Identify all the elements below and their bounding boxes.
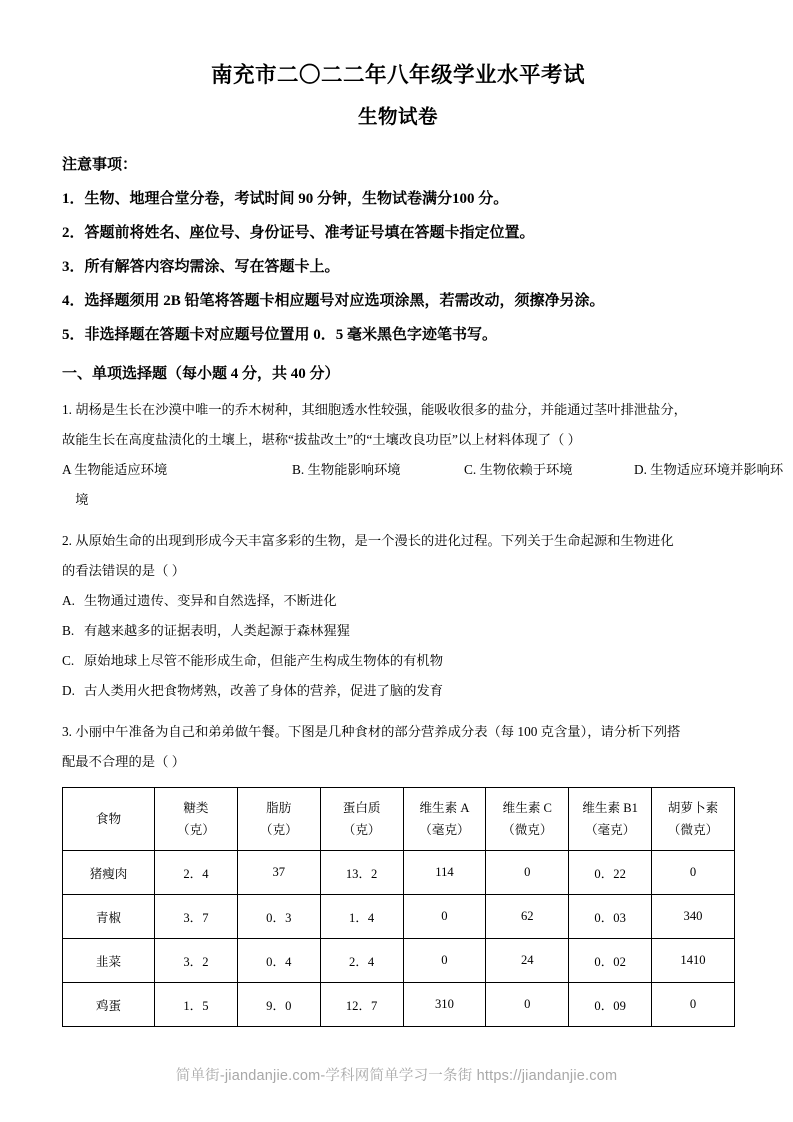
cell-value: 0 [403, 895, 486, 939]
nutrition-table [62, 787, 735, 1027]
column-header-carbohydrate [155, 788, 238, 851]
cell-value: 0．09 [569, 983, 652, 1027]
cell-value: 0．4 [237, 939, 320, 983]
question-2-option-b-letter: B. [62, 623, 75, 639]
nutrition-table-wrapper [62, 787, 734, 1027]
table-row [63, 939, 735, 983]
question-1-option-c[interactable]: C. 生物依赖于环境 [464, 462, 573, 478]
column-header-carbohydrate-unit: （克） [177, 823, 215, 838]
cell-value: 9．0 [237, 983, 320, 1027]
column-header-vitamin-b1-name: 维生素 B1 [582, 801, 638, 816]
cell-value: 114 [403, 851, 486, 895]
table-row [63, 895, 735, 939]
notice-item: 2．答题前将姓名、座位号、身份证号、准考证号填在答题卡指定位置。 [62, 225, 535, 242]
cell-value: 1．4 [320, 895, 403, 939]
question-2-stem-line-1: 2. 从原始生命的出现到形成今天丰富多彩的生物，是一个漫长的进化过程。下列关于生命起源和生物进化 [62, 533, 674, 549]
footer-watermark: 简单街-jiandanjie.com-学科网简单学习一条街 https://jiandanjie.com [175, 1068, 618, 1084]
cell-value: 0 [652, 983, 735, 1027]
question-2-option-a-text: 生物通过遗传、变异和自然选择，不断进化 [84, 593, 337, 609]
question-2-option-d[interactable] [62, 676, 734, 706]
cell-value: 0．3 [237, 895, 320, 939]
question-2-option-c-text: 原始地球上尽管不能形成生命，但能产生构成生物体的有机物 [84, 653, 444, 669]
question-2 [62, 526, 734, 706]
column-header-protein [320, 788, 403, 851]
cell-value: 62 [486, 895, 569, 939]
column-header-fat-unit: （克） [259, 823, 298, 838]
cell-value: 37 [237, 851, 320, 895]
question-2-option-d-text: 古人类用火把食物烤熟，改善了身体的营养，促进了脑的发育 [84, 683, 444, 699]
cell-value: 0．02 [569, 939, 652, 983]
question-2-option-d-letter: D. [62, 683, 75, 699]
question-1-stem-line-1: 1. 胡杨是生长在沙漠中唯一的乔木树种，其细胞透水性较强，能吸收很多的盐分，并能通过茎叶排泄盐分， [62, 402, 687, 418]
notice-item: 1．生物、地理合堂分卷，考试时间 90 分钟，生物试卷满分100 分。 [62, 191, 509, 208]
question-1-stem-line-2: 故能生长在高度盐渍化的土壤上，堪称“拔盐改土”的“土壤改良功臣”以上材料体现了（ ） [62, 432, 581, 448]
cell-food-name: 鸡蛋 [63, 983, 155, 1027]
question-2-option-b-text: 有越来越多的证据表明，人类起源于森林猩猩 [84, 623, 350, 639]
cell-value: 0．22 [569, 851, 652, 895]
notice-item: 4．选择题须用 2B 铅笔将答题卡相应题号对应选项涂黑，若需改动，须擦净另涂。 [62, 293, 605, 310]
cell-value: 3．2 [155, 939, 238, 983]
column-header-fat-name: 脂肪 [266, 801, 292, 816]
question-2-option-c[interactable] [62, 646, 734, 676]
cell-value: 0 [486, 851, 569, 895]
nutrition-table-head [63, 788, 735, 851]
column-header-carotene-unit: （微克） [667, 823, 719, 838]
cell-value: 24 [486, 939, 569, 983]
cell-value: 3．7 [155, 895, 238, 939]
nutrition-table-body [63, 851, 735, 1027]
question-1-continuation-text: 境 [75, 492, 89, 508]
column-header-protein-name: 蛋白质 [342, 801, 381, 816]
question-3-stem-line-1: 3. 小丽中午准备为自己和弟弟做午餐。下图是几种食材的部分营养成分表（每 100 克含量），请分析下列搭 [62, 724, 681, 740]
notice-heading: 注意事项： [62, 157, 138, 174]
question-2-option-c-letter: C. [62, 653, 75, 669]
cell-value: 1．5 [155, 983, 238, 1027]
question-2-option-a[interactable] [62, 586, 734, 616]
column-header-protein-unit: （克） [342, 823, 381, 838]
question-1-option-a[interactable]: A 生物能适应环境 [62, 462, 168, 478]
column-header-vitamin-c-unit: （微克） [502, 823, 553, 838]
column-header-vitamin-a [403, 788, 486, 851]
cell-value: 12．7 [320, 983, 403, 1027]
column-header-vitamin-a-unit: （毫克） [419, 823, 470, 838]
question-1-option-b[interactable]: B. 生物能影响环境 [292, 462, 401, 478]
column-header-carotene-name: 胡萝卜素 [667, 801, 719, 816]
page-subtitle: 生物试卷 [357, 106, 438, 128]
cell-food-name: 韭菜 [63, 939, 155, 983]
cell-food-name: 青椒 [63, 895, 155, 939]
cell-value: 0 [652, 851, 735, 895]
notice-item: 5．非选择题在答题卡对应题号位置用 0．5 毫米黑色字迹笔书写。 [62, 327, 498, 344]
cell-value: 0 [403, 939, 486, 983]
page-title: 南充市二〇二二年八年级学业水平考试 [210, 63, 585, 87]
cell-value: 1410 [652, 939, 735, 983]
table-row [63, 983, 735, 1027]
column-header-vitamin-a-name: 维生素 A [419, 801, 470, 816]
table-row [63, 851, 735, 895]
question-2-option-b[interactable] [62, 616, 734, 646]
question-2-option-a-letter: A. [62, 593, 75, 609]
notice-list [62, 190, 734, 346]
column-header-food [63, 788, 155, 851]
column-header-carotene [652, 788, 735, 851]
column-header-fat [237, 788, 320, 851]
section-heading-single-choice: 一、单项选择题（每小题 4 分，共 40 分） [62, 365, 340, 382]
cell-value: 2．4 [155, 851, 238, 895]
cell-value: 2．4 [320, 939, 403, 983]
question-2-stem-line-2: 的看法错误的是（ ） [62, 563, 185, 579]
question-3 [62, 717, 734, 777]
column-header-vitamin-b1 [569, 788, 652, 851]
column-header-food-name: 食物 [95, 812, 122, 827]
cell-food-name: 猪瘦肉 [63, 851, 155, 895]
column-header-vitamin-c-name: 维生素 C [502, 801, 552, 816]
question-1-option-d-continuation [62, 485, 734, 515]
question-1-option-d[interactable]: D. 生物适应环境并影响环 [634, 462, 784, 478]
question-3-stem-line-2: 配最不合理的是（ ） [62, 754, 185, 770]
table-header-row [63, 788, 735, 851]
notice-item: 3．所有解答内容均需涂、写在答题卡上。 [62, 259, 340, 276]
cell-value: 310 [403, 983, 486, 1027]
cell-value: 0 [486, 983, 569, 1027]
cell-value: 340 [652, 895, 735, 939]
page-content [62, 0, 784, 1027]
column-header-carbohydrate-name: 糖类 [183, 801, 209, 816]
question-1 [62, 395, 784, 515]
column-header-vitamin-c [486, 788, 569, 851]
question-1-options-row [62, 455, 784, 485]
cell-value: 0．03 [569, 895, 652, 939]
column-header-vitamin-b1-unit: （毫克） [584, 823, 636, 838]
cell-value: 13．2 [320, 851, 403, 895]
